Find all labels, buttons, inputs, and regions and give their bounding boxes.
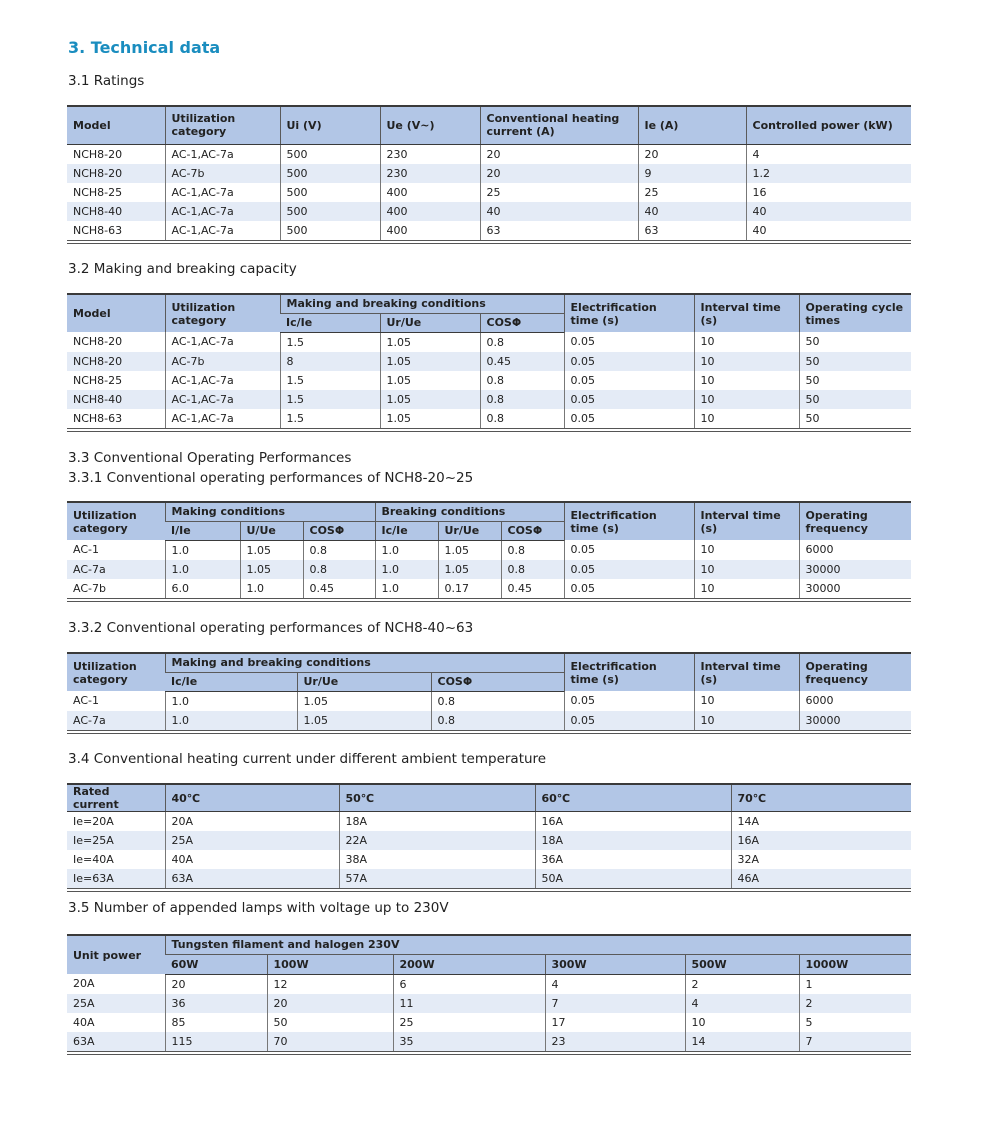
table-row [67,711,911,732]
table-cell: 85 [165,1013,267,1032]
table-row [67,994,911,1013]
table-cell: NCH8-40 [67,202,165,221]
table-cell: 5 [799,1013,911,1032]
table-cell: 0.05 [564,390,694,409]
table-row [67,332,911,352]
table-cell: 1.05 [438,540,501,560]
table-cell: 0.05 [564,579,694,600]
column-header: Interval time (s) [694,653,799,691]
column-header: Interval time (s) [694,294,799,332]
section-conventional-1-title: 3.3.1 Conventional operating performances of NCH8-20~25 [68,470,474,486]
table-cell: 50 [799,332,911,352]
table-cell: 1.0 [165,540,240,560]
table-cell: 1.0 [240,579,303,600]
table-cell: 1.0 [375,560,438,579]
table-cell: 0.05 [564,409,694,430]
table-cell: Ie=63A [67,869,165,890]
table-row [67,164,911,183]
table-cell: 4 [545,974,685,994]
table-cell: 0.45 [501,579,564,600]
table-row [67,540,911,560]
table-cell: AC-1,AC-7a [165,332,280,352]
table-cell: 57A [339,869,535,890]
table-cell: 1.05 [297,711,431,732]
table-cell: 1.05 [380,409,480,430]
table-cell: AC-1,AC-7a [165,144,280,164]
table-cell: 1.5 [280,332,380,352]
column-header: Operating cycle times [799,294,911,332]
table-cell: 1.0 [165,691,297,711]
column-header: Controlled power (kW) [746,106,911,144]
table-cell: 500 [280,221,380,242]
column-subheader: Ur/Ue [380,313,480,332]
table-row [67,812,911,832]
table-cell: NCH8-40 [67,390,165,409]
table-cell: 50 [799,352,911,371]
table-cell: 16A [535,812,731,832]
conventional-20-25-body [67,540,911,600]
table-cell: 10 [694,560,799,579]
table-cell: 2 [685,974,799,994]
table-cell: 8 [280,352,380,371]
table-cell: 36 [165,994,267,1013]
section-heating-title: 3.4 Conventional heating current under different ambient temperature [68,751,547,767]
table-cell: 50 [267,1013,393,1032]
table-cell: AC-7b [73,581,106,595]
table-cell: NCH8-25 [73,373,123,387]
column-subheader: U/Ue [240,521,303,540]
table-cell: NCH8-20 [73,147,123,161]
table-cell: 400 [380,221,480,242]
making-breaking-body [67,332,911,430]
table-row [67,183,911,202]
table-cell: AC-7b [165,352,280,371]
table-cell: 500 [280,164,380,183]
column-subheader: 300W [545,954,685,974]
table-cell: 6.0 [165,579,240,600]
table-cell: AC-1,AC-7a [165,390,280,409]
table-cell: 1.2 [746,164,911,183]
table-cell: 0.8 [303,540,375,560]
column-header: Ue (V~) [380,106,480,144]
column-subheader: COSΦ [431,672,564,691]
table-cell: 40A [165,850,339,869]
table-cell: 1.05 [297,691,431,711]
table-cell: 7 [545,994,685,1013]
table-cell: 0.05 [564,711,694,732]
table-cell: 25 [393,1013,545,1032]
table-cell: AC-1,AC-7a [165,371,280,390]
making-breaking-table [67,293,911,432]
lamps-body [67,974,911,1053]
section-conventional-2-title: 3.3.2 Conventional operating performances of NCH8-40~63 [68,620,474,636]
column-header: Utilization category [67,502,165,540]
table-cell: AC-1,AC-7a [165,409,280,430]
column-subheader: I/Ie [165,521,240,540]
column-subheader: Ic/Ie [375,521,438,540]
heating-current-table [67,783,911,892]
table-row [67,221,911,242]
column-group-header: Tungsten filament and halogen 230V [165,935,911,954]
table-cell: 40 [746,202,911,221]
table-cell: 0.8 [431,691,564,711]
table-cell: 50A [535,869,731,890]
table-cell: 14 [685,1032,799,1053]
column-group-header: Making conditions [165,502,375,521]
table-cell: 0.8 [431,711,564,732]
table-cell: 63 [480,221,638,242]
table-cell: 10 [694,711,799,732]
column-subheader: Ic/Ie [280,313,380,332]
table-cell: 400 [380,202,480,221]
page-title: 3. Technical data [68,38,221,57]
table-cell: Ie=40A [73,853,114,866]
table-cell: 35 [393,1032,545,1053]
table-cell: 0.45 [303,579,375,600]
column-subheader: 100W [267,954,393,974]
table-cell: AC-7a [67,711,165,732]
table-cell: 16 [746,183,911,202]
table-cell: 40 [746,221,911,242]
table-cell: 0.8 [480,371,564,390]
table-cell: 1 [799,974,911,994]
table-cell: 46A [731,869,911,890]
ratings-body [67,144,911,242]
table-cell: NCH8-20 [67,164,165,183]
column-header: Electrification time (s) [564,294,694,332]
table-cell: 50 [799,371,911,390]
column-header: Utilization category [165,106,280,144]
column-header: Ie (A) [638,106,746,144]
section-making-title: 3.2 Making and breaking capacity [68,261,297,277]
table-cell: 1.5 [280,409,380,430]
table-cell: 2 [799,994,911,1013]
table-cell: AC-7a [67,560,165,579]
column-header: 40℃ [165,784,339,812]
table-cell: AC-1 [73,543,99,557]
table-cell: 0.45 [480,352,564,371]
column-header: Model [67,294,165,332]
table-cell: 1.0 [165,711,297,732]
column-group-header: Making and breaking conditions [165,653,564,672]
column-subheader: Ur/Ue [297,672,431,691]
column-header: Model [67,106,165,144]
table-cell: 50 [799,390,911,409]
table-row [67,371,911,390]
table-cell: 0.05 [564,691,694,711]
table-row [67,144,911,164]
table-cell: 25 [638,183,746,202]
table-cell: 1.05 [380,390,480,409]
table-cell: 0.8 [480,409,564,430]
table-cell: 10 [694,540,799,560]
table-row [67,850,911,869]
conventional-40-63-body [67,691,911,732]
table-cell: 36A [535,850,731,869]
table-row [67,390,911,409]
table-cell: 1.05 [240,560,303,579]
table-cell: Ie=20A [73,815,114,828]
heating-current-body [67,812,911,891]
table-cell: 1.05 [380,352,480,371]
table-cell: 17 [545,1013,685,1032]
table-cell: 10 [685,1013,799,1032]
column-header: Operating frequency [799,502,911,540]
table-cell: 0.8 [501,540,564,560]
table-cell: 20 [638,144,746,164]
column-header: Ui (V) [280,106,380,144]
table-cell: 0.05 [564,371,694,390]
table-cell: 20 [480,144,638,164]
table-cell: 40A [73,1015,95,1029]
column-header: 50℃ [339,784,535,812]
table-cell: AC-1,AC-7a [165,183,280,202]
table-cell: 22A [339,831,535,850]
table-cell: 0.05 [564,332,694,352]
column-header: Rated current [67,784,165,812]
table-cell: NCH8-20 [67,352,165,371]
table-cell: 4 [685,994,799,1013]
table-row [67,579,911,600]
table-cell: 25A [165,831,339,850]
table-row [67,831,911,850]
table-cell: 230 [380,144,480,164]
table-cell: 25 [480,183,638,202]
table-cell: 0.8 [480,390,564,409]
table-cell: 1.0 [165,560,240,579]
column-subheader: 1000W [799,954,911,974]
table-cell: 0.8 [501,560,564,579]
table-cell: 20A [73,977,95,991]
table-cell: 70 [267,1032,393,1053]
column-subheader: 500W [685,954,799,974]
table-cell: 25A [67,994,165,1013]
table-cell: 14A [731,812,911,832]
table-cell: 20 [267,994,393,1013]
table-cell: 18A [535,831,731,850]
table-cell: 30000 [799,711,911,732]
table-cell: 20A [165,812,339,832]
section-conventional-title: 3.3 Conventional Operating Performances [68,450,352,466]
table-cell: 11 [393,994,545,1013]
table-cell: 1.05 [380,371,480,390]
table-cell: 32A [731,850,911,869]
table-cell: 38A [339,850,535,869]
table-cell: 63A [67,1032,165,1053]
table-cell: 6000 [799,691,911,711]
table-cell: 10 [694,352,799,371]
conventional-20-25-table [67,501,911,602]
table-cell: 40 [638,202,746,221]
column-group-header: Breaking conditions [375,502,564,521]
table-cell: 30000 [799,579,911,600]
table-cell: 1.05 [380,332,480,352]
column-header: Unit power [67,935,165,974]
table-cell: 9 [638,164,746,183]
table-cell: 16A [731,831,911,850]
table-cell: NCH8-25 [73,185,123,199]
column-header: Conventional heating current (A) [480,106,638,144]
table-cell: 10 [694,691,799,711]
column-header: Electrification time (s) [564,502,694,540]
table-cell: Ie=25A [67,831,165,850]
table-row [67,974,911,994]
table-cell: 10 [694,390,799,409]
column-subheader: COSΦ [303,521,375,540]
table-cell: 0.8 [480,332,564,352]
column-header: Utilization category [165,294,280,332]
table-cell: 0.05 [564,352,694,371]
column-subheader: COSΦ [480,313,564,332]
table-cell: 6000 [799,540,911,560]
table-cell: 1.5 [280,390,380,409]
column-subheader: 200W [393,954,545,974]
table-cell: 10 [694,371,799,390]
table-cell: AC-1,AC-7a [165,202,280,221]
table-cell: 63A [165,869,339,890]
table-cell: 1.05 [240,540,303,560]
table-row [67,352,911,371]
lamps-table [67,934,911,1055]
table-row [67,869,911,890]
table-cell: 400 [380,183,480,202]
table-cell: 40 [480,202,638,221]
table-cell: 1.0 [375,579,438,600]
table-row [67,1032,911,1053]
column-header: Operating frequency [799,653,911,691]
table-cell: 0.05 [564,540,694,560]
column-subheader: Ur/Ue [438,521,501,540]
table-cell: 30000 [799,560,911,579]
table-cell: 4 [746,144,911,164]
column-header: 60℃ [535,784,731,812]
column-header: Utilization category [67,653,165,691]
table-row [67,202,911,221]
table-cell: 0.17 [438,579,501,600]
table-cell: 10 [694,579,799,600]
table-cell: NCH8-63 [73,223,123,237]
conventional-40-63-table [67,652,911,734]
table-cell: 10 [694,332,799,352]
column-subheader: 60W [165,954,267,974]
table-cell: 20 [480,164,638,183]
table-row [67,691,911,711]
table-cell: AC-7b [165,164,280,183]
column-subheader: COSΦ [501,521,564,540]
table-row [67,409,911,430]
table-cell: 23 [545,1032,685,1053]
table-cell: 63 [638,221,746,242]
table-cell: 0.8 [303,560,375,579]
column-group-header: Making and breaking conditions [280,294,564,313]
column-header: Electrification time (s) [564,653,694,691]
table-cell: 500 [280,144,380,164]
column-header: 70℃ [731,784,911,812]
table-row [67,560,911,579]
table-cell: 230 [380,164,480,183]
section-lamps-title: 3.5 Number of appended lamps with voltage up to 230V [68,900,449,916]
table-cell: 1.5 [280,371,380,390]
table-cell: 1.0 [375,540,438,560]
table-cell: NCH8-20 [73,335,123,349]
table-cell: AC-1,AC-7a [165,221,280,242]
table-cell: 500 [280,183,380,202]
table-cell: 1.05 [438,560,501,579]
column-subheader: Ic/Ie [165,672,297,691]
column-header: Interval time (s) [694,502,799,540]
table-cell: 50 [799,409,911,430]
table-cell: 10 [694,409,799,430]
table-cell: AC-1 [73,694,99,708]
table-cell: 20 [165,974,267,994]
table-cell: 6 [393,974,545,994]
table-cell: 500 [280,202,380,221]
table-cell: 12 [267,974,393,994]
table-cell: 18A [339,812,535,832]
table-row [67,1013,911,1032]
table-cell: 7 [799,1032,911,1053]
section-ratings-title: 3.1 Ratings [68,73,145,89]
table-cell: 0.05 [564,560,694,579]
table-cell: NCH8-63 [73,411,123,425]
table-cell: 115 [165,1032,267,1053]
ratings-table [67,105,911,244]
